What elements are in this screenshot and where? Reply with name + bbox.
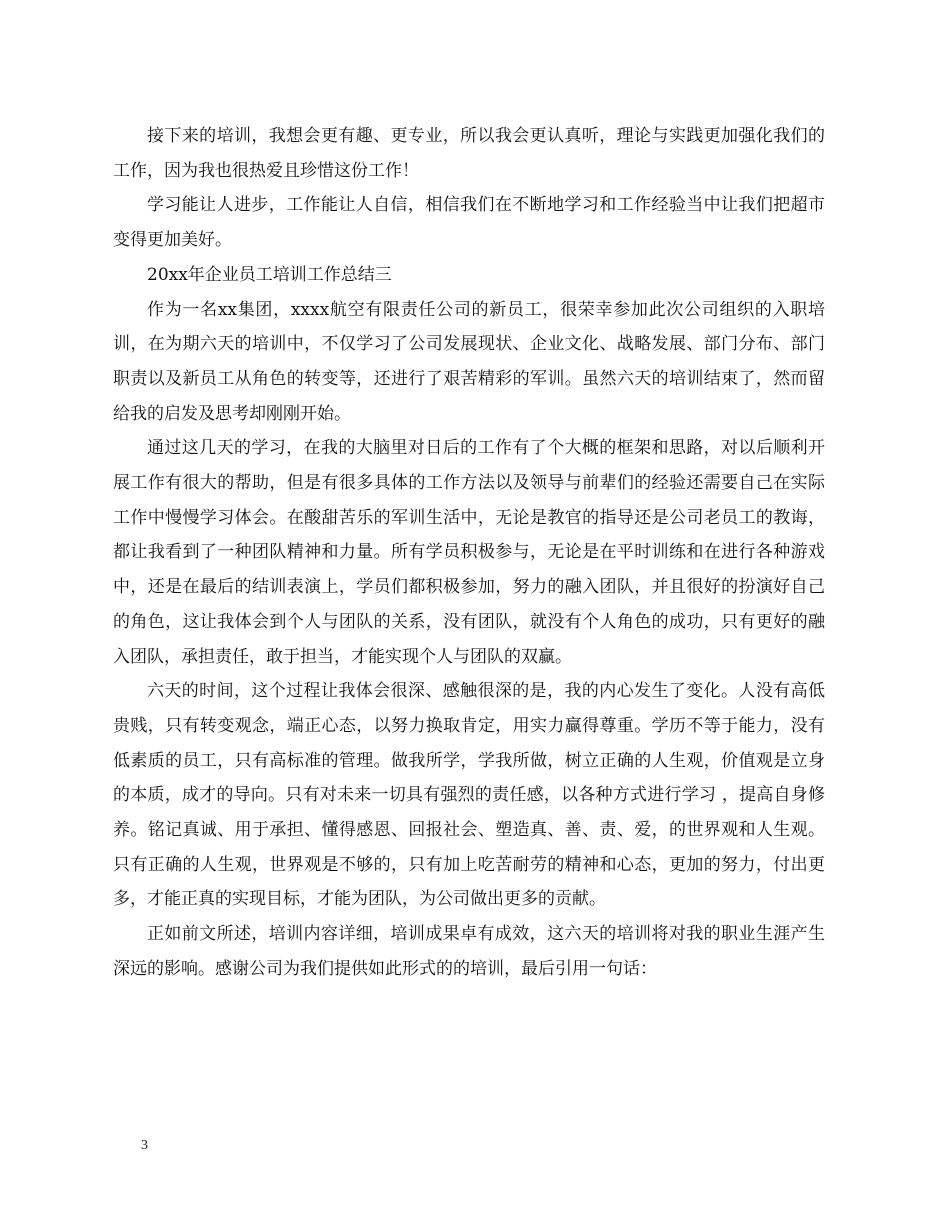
paragraph-inner-change: 六天的时间，这个过程让我体会很深、感触很深的是，我的内心发生了变化。人没有高低贵贱，只有转变观念，端正心态，以努力换取肯定，用实力赢得尊重。学历不等于能力，没有低素质的员工，只有高标准的管理。做我所学，学我所做，树立正确的人生观，价值观是立身的本质，成才的导向。只有对未来一切具有强烈的责任感，以各种方式进行学习 ，提高自身修养。铭记真诚、用于承担、懂得感恩、回报社会、塑造真、善、责、爱，的世界观和人生观。只有正确的人生观，世界观是不够的，只有加上吃苦耐劳的精神和心态，更加的努力，付出更多，才能正真的实现目标，才能为团队，为公司做出更多的贡献。: [113, 681, 825, 910]
paragraph-team-spirit: 通过这几天的学习，在我的大脑里对日后的工作有了个大概的框架和思路，对以后顺利开展工作有很大的帮助，但是有很多具体的工作方法以及领导与前辈们的经验还需要自己在实际工作中慢慢学习体会。在酸甜苦乐的军训生活中，无论是教官的指导还是公司老员工的教诲，都让我看到了一种团队精神和力量。所有学员积极参与，无论是在平时训练和在进行各种游戏中，还是在最后的结训表演上，学员们都积极参加，努力的融入团队，并且很好的扮演好自己的角色，这让我体会到个人与团队的关系，没有团队，就没有个人角色的成功，只有更好的融入团队，承担责任，敢于担当，才能实现个人与团队的双赢。: [113, 438, 825, 667]
page-number: 3: [141, 1138, 148, 1153]
document-body: [113, 119, 825, 987]
paragraph-learning-progress: 学习能让人进步，工作能让人自信，相信我们在不断地学习和工作经验当中让我们把超市变得更加美好。: [113, 195, 825, 251]
paragraph-conclusion: 正如前文所述，培训内容详细，培训成果卓有成效，这六天的培训将对我的职业生涯产生深远的影响。感谢公司为我们提供如此形式的的培训，最后引用一句话：: [113, 924, 825, 979]
paragraph-new-employee-intro: 作为一名xx集团，xxxx航空有限责任公司的新员工，很荣幸参加此次公司组织的入职培训，在为期六天的培训中，不仅学习了公司发展现状、企业文化、战略发展、部门分布、部门职责以及新员工从角色的转变等，还进行了艰苦精彩的军训。虽然六天的培训结束了，然而留给我的启发及思考却刚刚开始。: [113, 299, 825, 424]
paragraph-training-outlook: 接下来的培训，我想会更有趣、更专业，所以我会更认真听，理论与实践更加强化我们的工作，因为我也很热爱且珍惜这份工作！: [113, 126, 825, 181]
section-heading: 20xx年企业员工培训工作总结三: [147, 264, 392, 285]
